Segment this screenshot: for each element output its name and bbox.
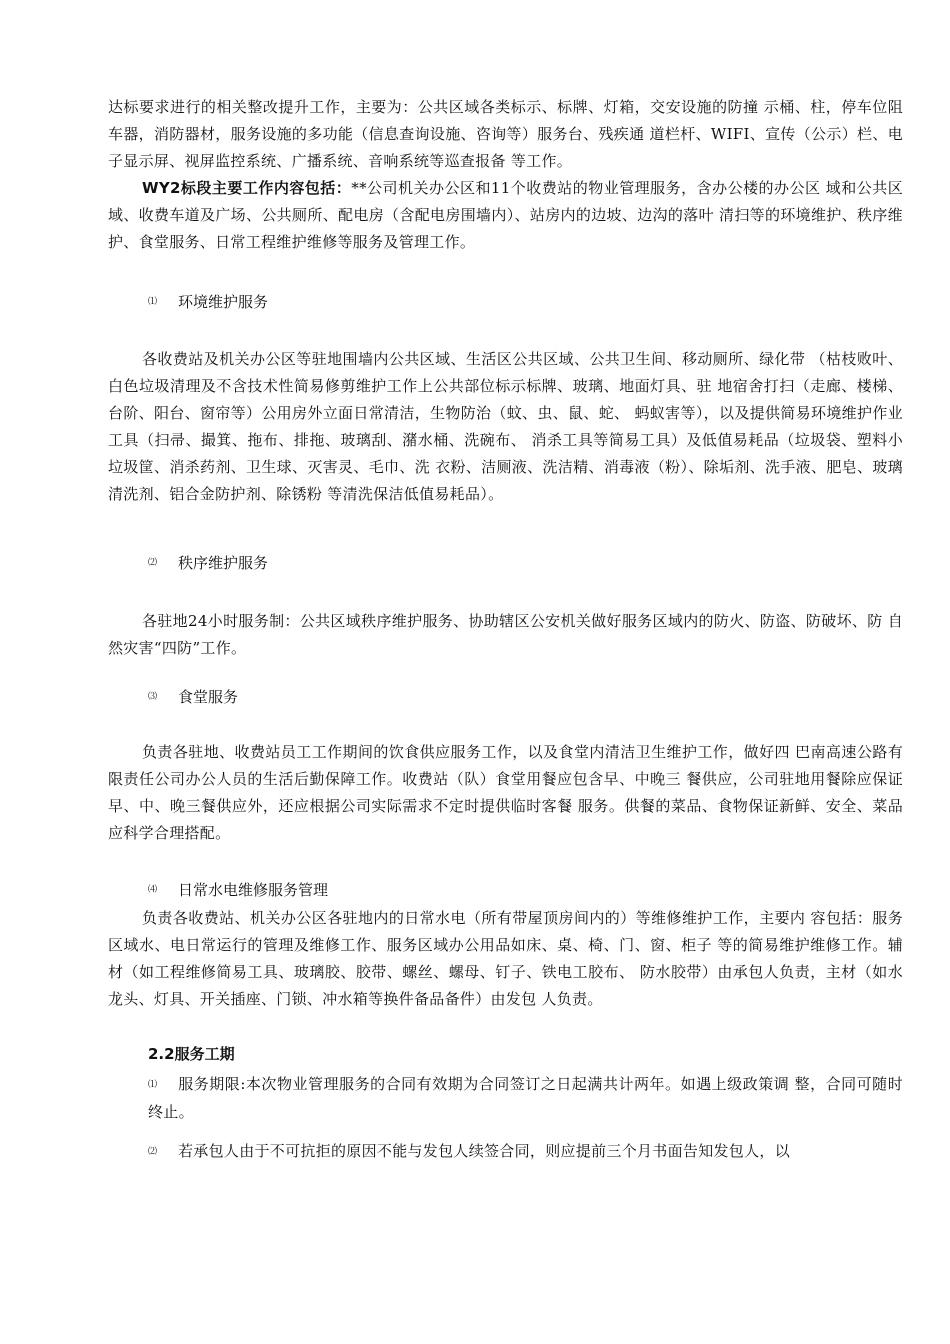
list-item-text: 服务期限:本次物业管理服务的合同有效期为合同签订之日起满共计两年。如遇上级政策调 整，合同可随时终止。 [148,1075,903,1121]
heading-title: 日常水电维修服务管理 [178,881,329,899]
list-item-renewal [148,1138,903,1166]
heading-title: 食堂服务 [178,688,239,706]
paragraph-order-details: 各驻地24小时服务制：公共区域秩序维护服务、协助辖区公安机关做好服务区域内的防火、防盗、防破坏、防 自然灾害“四防”工作。 [108,612,903,657]
heading-title: 环境维护服务 [178,293,269,311]
wy2-scope-label: WY2标段主要工作内容包括： [142,179,352,197]
heading-number: ⑵ [148,558,158,568]
list-item-number: ⑴ [148,1079,158,1090]
heading-number: ⑷ [148,885,158,895]
heading-water-electric-maintenance [148,878,328,901]
wy2-scope-text: **公司机关办公区和11个收费站的物业管理服务，含办公楼的办公区 域和公共区域、收费车道及广场、公共厕所、配电房（含配电房围墙内）、站房内的边坡、边沟的落叶 清扫等的环境维护、秩序维护、食堂服务、日常工程维护维修等服务及管理工作。 [108,179,903,251]
heading-environment-maintenance [148,290,268,313]
heading-order-maintenance [148,551,268,574]
paragraph-rectification-work: 达标要求进行的相关整改提升工作，主要为：公共区域各类标示、标牌、灯箱，交安设施的防撞 示桶、柱，停车位阻车器，消防器材，服务设施的多功能（信息查询设施、咨询等）服务台、残疾通 道栏杆、WIFI、宣传（公示）栏、电子显示屏、视屏监控系统、广播系统、音响系统等巡查报备 等工作。 [108,98,903,170]
paragraph-wy2-scope [108,175,903,256]
heading-title: 秩序维护服务 [178,554,269,572]
heading-canteen-service [148,685,238,708]
heading-number: ⑶ [148,692,158,702]
heading-number: ⑴ [148,297,158,307]
list-item-service-term [148,1071,903,1126]
list-item-number: ⑵ [148,1146,158,1157]
paragraph-canteen-details: 负责各驻地、收费站员工工作期间的饮食供应服务工作，以及食堂内清洁卫生维护工作，做好四 巴南高速公路有限责任公司办公人员的生活后勤保障工作。收费站（队）食堂用餐应包含早、中晚三 餐供应，公司驻地用餐除应保证早、中、晚三餐供应外，还应根据公司实际需求不定时提供临时客餐 服务。供餐的菜品、食物保证新鲜、安全、菜品应科学合理搭配。 [108,743,903,842]
list-item-text: 若承包人由于不可抗拒的原因不能与发包人续签合同，则应提前三个月书面告知发包人，以 [178,1142,791,1160]
paragraph-water-electric-details: 负责各收费站、机关办公区各驻地内的日常水电（所有带屋顶房间内的）等维修维护工作，主要内 容包括：服务区域水、电日常运行的管理及维修工作、服务区域办公用品如床、桌、椅、门、窗、柜子 等的简易维护维修工作。辅材（如工程维修简易工具、玻璃胶、胶带、螺丝、螺母、钉子、铁电工胶布、 防水胶带）由承包人负责，主材（如水龙头、灯具、开关插座、门锁、冲水箱等换件备品备件）由发包 人负责。 [108,909,903,1008]
paragraph-environment-details: 各收费站及机关办公区等驻地围墙内公共区域、生活区公共区域、公共卫生间、移动厕所、绿化带 （枯枝败叶、白色垃圾清理及不含技术性简易修剪维护工作上公共部位标示标牌、玻璃、地面灯具、驻 地宿舍打扫（走廊、楼梯、台阶、阳台、窗帘等）公用房外立面日常清洁，生物防治（蚊、虫、鼠、蛇、 蚂蚁害等），以及提供简易环境维护作业工具（扫帚、撮箕、拖布、排拖、玻璃刮、潴水桶、洗碗布、 消杀工具等简易工具）及低值易耗品（垃圾袋、塑料小垃圾筐、消杀药剂、卫生球、灭害灵、毛巾、洗 衣粉、洁厕液、洗洁精、消毒液（粉）、除垢剂、洗手液、肥皂、玻璃清洗剂、铝合金防护剂、除锈粉 等清洗保洁低值易耗品）。 [108,350,903,503]
section-title-service-period: 2.2服务工期 [148,1045,235,1063]
